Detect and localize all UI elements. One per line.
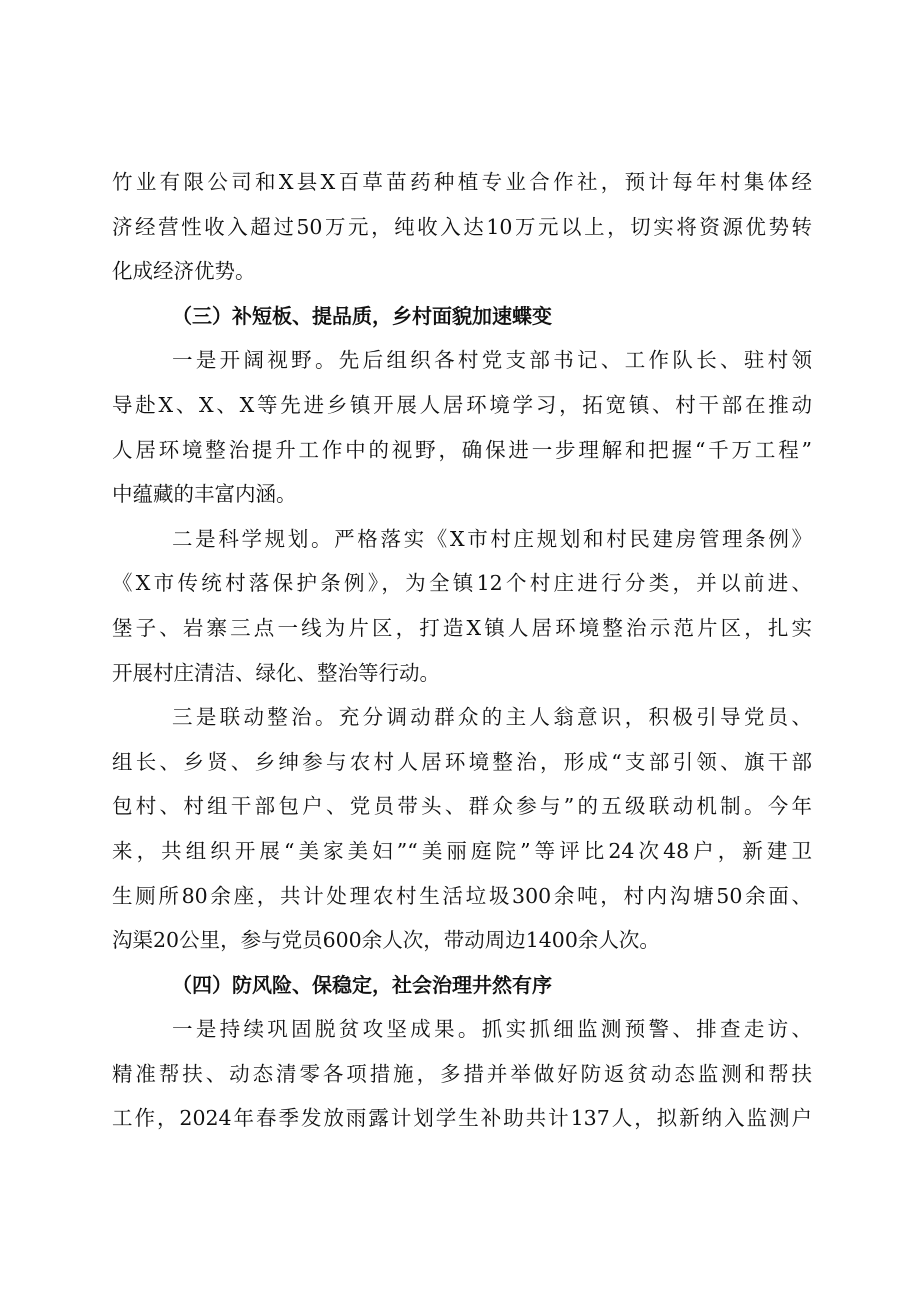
paragraph-line: 沟渠20公里，参与党员600余人次，带动周边1400余人次。 [112,928,660,953]
paragraph-line: 济经营性收入超过50万元，纯收入达10万元以上，切实将资源优势转 [112,214,812,239]
paragraph-line: 人居环境整治提升工作中的视野，确保进一步理解和把握“千万工程” [112,437,812,462]
paragraph-line: 一是持续巩固脱贫攻坚成果。抓实抓细监测预警、排查走访、 [172,1017,812,1042]
paragraph-line: 《X市传统村落保护条例》，为全镇12个村庄进行分类，并以前进、 [112,571,812,596]
section-heading: （三）补短板、提品质，乡村面貌加速蝶变 [172,303,552,328]
paragraph-line: 导赴X、X、X等先进乡镇开展人居环境学习，拓宽镇、村干部在推动 [112,392,812,417]
paragraph-line: 二是科学规划。严格落实《X市村庄规划和村民建房管理条例》 [172,526,812,551]
section-heading: （四）防风险、保稳定，社会治理井然有序 [172,972,552,997]
paragraph-line: 生厕所80余座，共计处理农村生活垃圾300余吨，村内沟塘50余面、 [112,883,812,908]
paragraph-line: 化成经济优势。 [112,259,256,284]
paragraph-line: 一是开阔视野。先后组织各村党支部书记、工作队长、驻村领 [172,348,812,373]
paragraph-line: 组长、乡贤、乡绅参与农村人居环境整治，形成“支部引领、旗干部 [112,749,812,774]
paragraph-line: 精准帮扶、动态清零各项措施，多措并举做好防返贫动态监测和帮扶 [112,1061,812,1086]
paragraph-line: 来，共组织开展“美家美妇”“美丽庭院”等评比24次48户，新建卫 [112,838,812,863]
document-body [112,160,812,1141]
paragraph-line: 中蕴藏的丰富内涵。 [112,482,297,507]
paragraph-line: 开展村庄清洁、绿化、整治等行动。 [112,660,440,685]
paragraph-line: 包村、村组干部包户、党员带头、群众参与”的五级联动机制。今年 [112,794,812,819]
paragraph-line: 工作，2024年春季发放雨露计划学生补助共计137人，拟新纳入监测户 [112,1106,812,1131]
paragraph-line: 三是联动整治。充分调动群众的主人翁意识，积极引导党员、 [172,705,812,730]
paragraph-line: 堡子、岩寨三点一线为片区，打造X镇人居环境整治示范片区，扎实 [112,615,812,640]
paragraph-line: 竹业有限公司和X县X百草苗药种植专业合作社，预计每年村集体经 [112,170,812,194]
